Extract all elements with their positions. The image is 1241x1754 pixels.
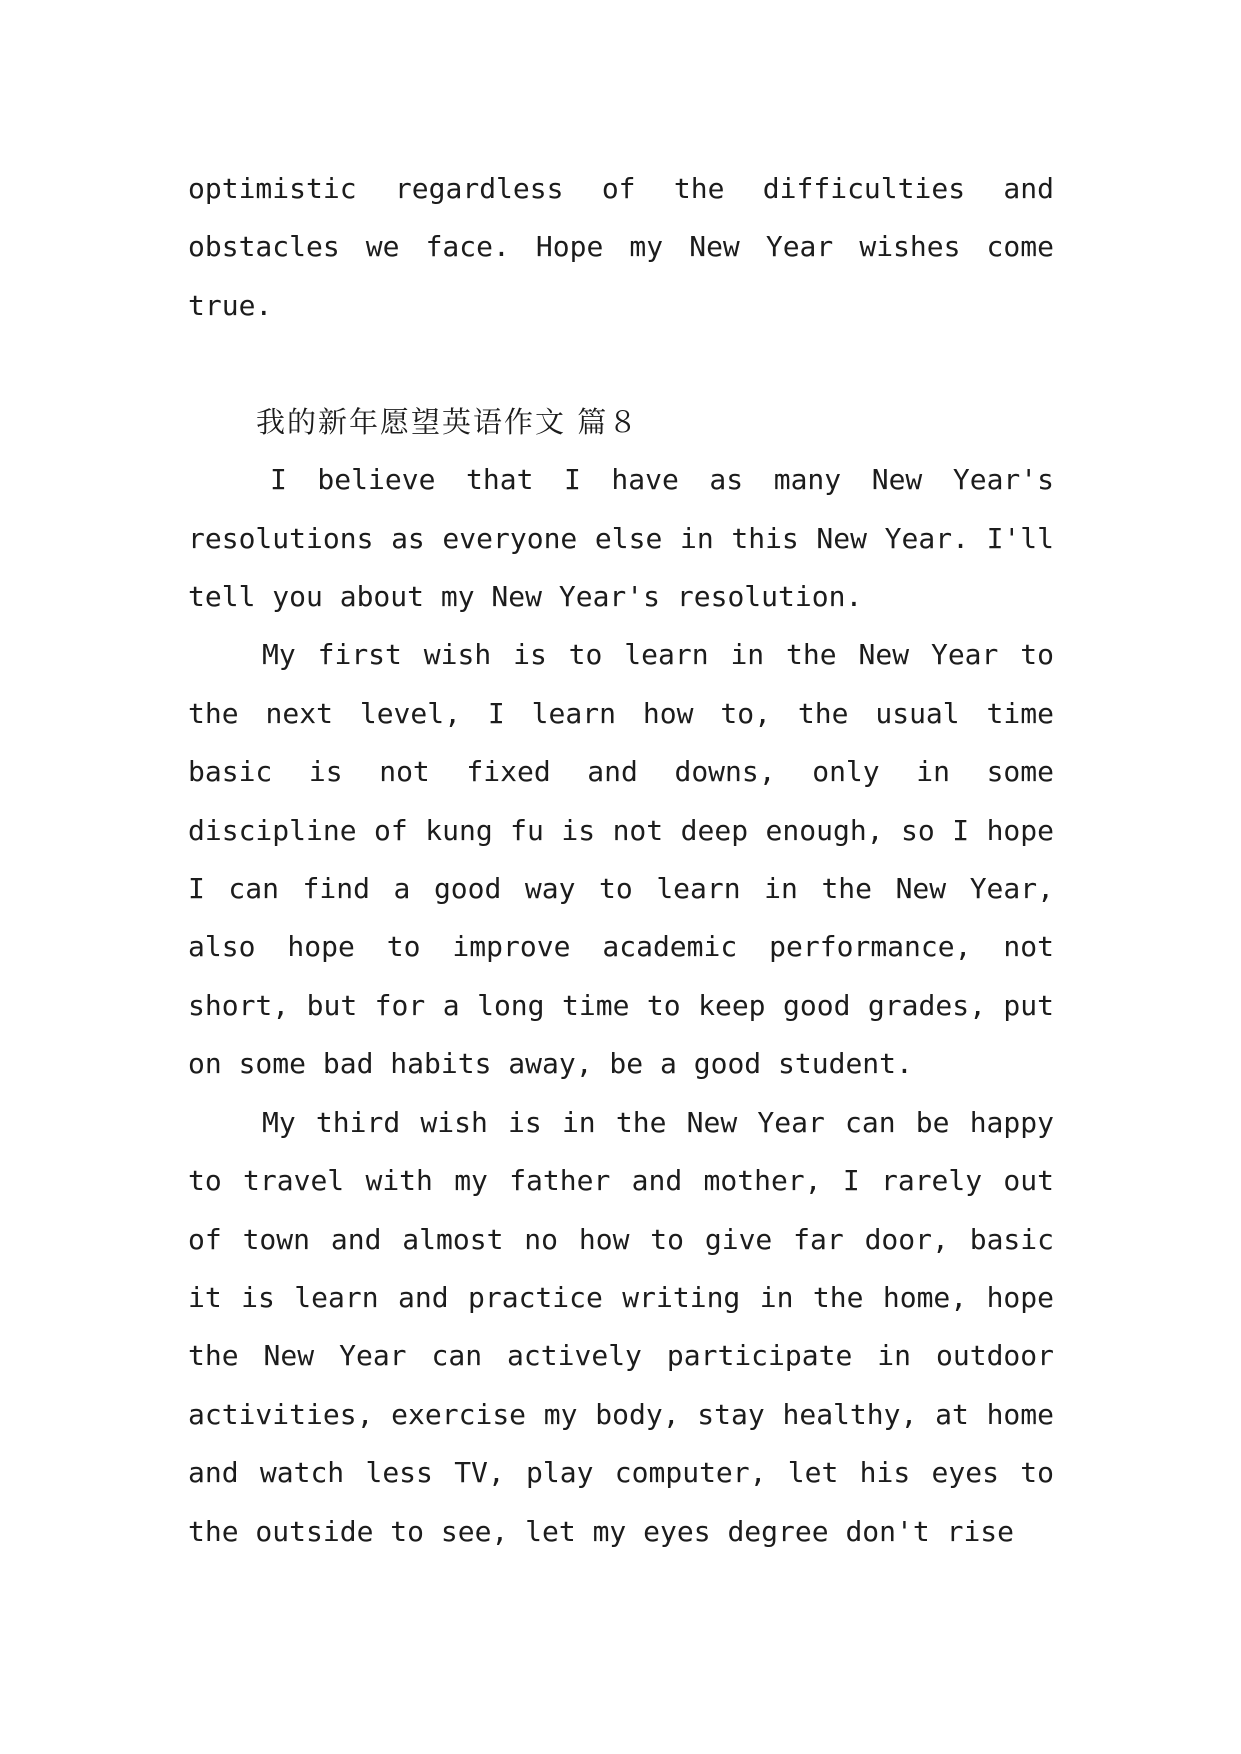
paragraph-resolutions-intro: I believe that I have as many New Year's resolutions as everyone else in this New Year. I'll tell you about my New Year's resolution. xyxy=(188,463,1054,614)
paragraph-third-wish: My third wish is in the New Year can be happy to travel with my father and mother, I rarely out of town and almost no how to give far door, basic it is learn and practice writing in the home, hope the New Year can actively participate in outdoor activities, exercise my body, stay healthy, at home and watch less TV, play computer, let his eyes to the outside to see, let my eyes degree don't rise xyxy=(188,1105,1054,1548)
paragraph-intro-tail: optimistic regardless of the difficulties and obstacles we face. Hope my New Year wishes come true. xyxy=(188,172,1054,322)
section-heading: 我的新年愿望英语作文 篇８ xyxy=(256,405,640,440)
document-body xyxy=(188,160,1054,1561)
paragraph-gap xyxy=(188,335,1054,393)
paragraph-first-wish: My first wish is to learn in the New Year to the next level, I learn how to, the usual time basic is not fixed and downs, only in some discipline of kung fu is not deep enough, so I hope I can find a good way to learn in the New Year, also hope to improve academic performance, not short, but for a long time to keep good grades, put on some bad habits away, be a good student. xyxy=(188,638,1054,1081)
